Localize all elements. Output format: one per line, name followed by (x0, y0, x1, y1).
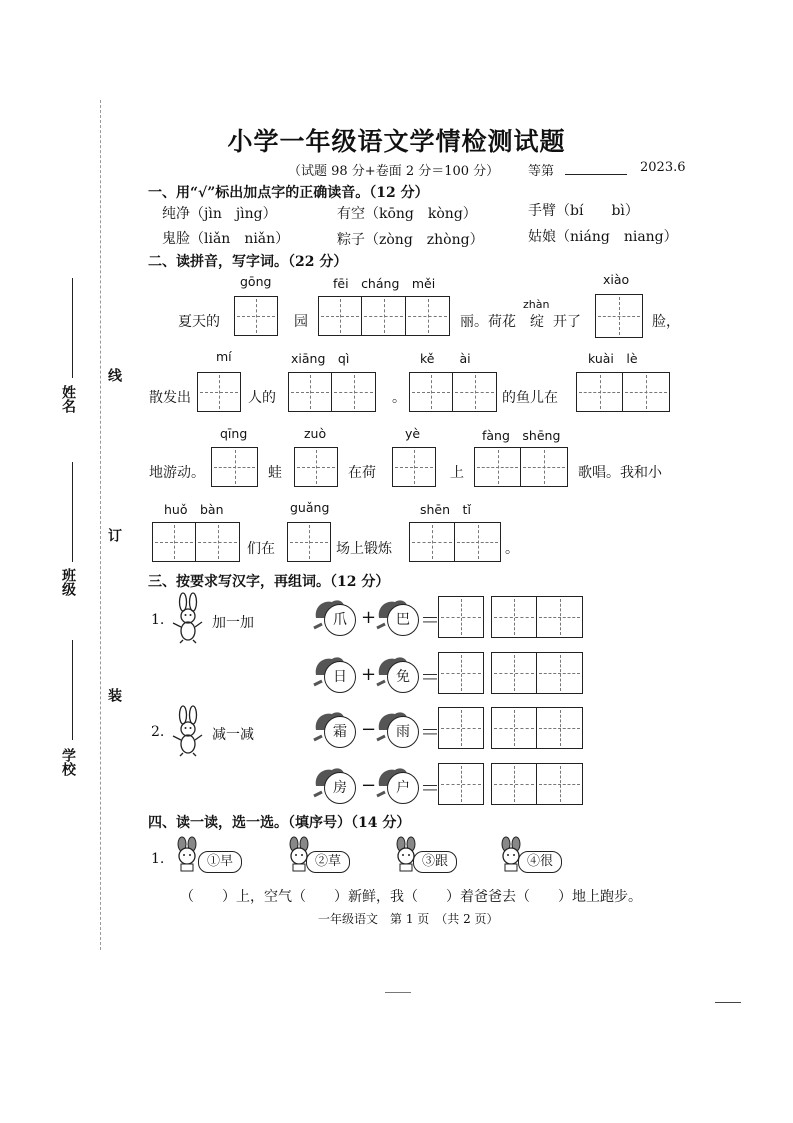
rabbit-icon (170, 592, 206, 644)
pinyin: qīng (220, 426, 248, 441)
operator: + (361, 664, 377, 685)
line-char: 线 (106, 368, 122, 382)
leaf-char (375, 710, 423, 752)
text: 的鱼儿在 (502, 390, 558, 406)
tian-grid[interactable] (438, 707, 484, 749)
grade-label: 等第 (528, 164, 555, 179)
text: 们在 (247, 541, 275, 557)
tian-grid[interactable] (287, 522, 331, 562)
s1-item-6[interactable]: 姑娘（niáng niang） (528, 229, 678, 245)
leaf-char (375, 598, 423, 640)
pinyin: fàng shēng (482, 428, 561, 443)
pinyin: fēi cháng měi (333, 276, 436, 291)
operator: − (361, 719, 377, 740)
text: 绽 (530, 314, 544, 330)
tian-grid[interactable] (491, 596, 583, 638)
operator: − (361, 775, 377, 796)
s1-item-3[interactable]: 手臂（bí bì） (528, 203, 639, 219)
school-blank[interactable] (72, 640, 73, 740)
text: 开了 (553, 314, 581, 330)
text: 脸， (652, 314, 680, 330)
char-circle: 户 (387, 772, 419, 804)
class-blank[interactable] (72, 462, 73, 562)
leaf-char (312, 655, 360, 697)
s1-heading: 一、用“√”标出加点字的正确读音。（12 分） (148, 185, 429, 201)
text: 。 (392, 390, 406, 406)
class-label: 班级 (60, 568, 76, 596)
s1-item-5[interactable]: 粽子（zòng zhòng） (337, 232, 484, 248)
group-label: 加一加 (212, 615, 254, 631)
s3-heading: 三、按要求写汉字，再组词。（12 分） (148, 574, 390, 590)
school-label: 学校 (60, 748, 76, 776)
equals: ＝ (420, 665, 440, 689)
tian-grid[interactable] (318, 296, 450, 336)
text: 人的 (248, 390, 276, 406)
rabbit-icon (172, 836, 202, 872)
pinyin: kuài lè (588, 351, 638, 366)
tian-grid[interactable] (491, 763, 583, 805)
tian-grid[interactable] (491, 707, 583, 749)
text: 上 (450, 465, 464, 481)
scan-mark (715, 1002, 741, 1003)
text: 蛙 (268, 465, 282, 481)
zhuang-char: 装 (106, 688, 122, 702)
pinyin: shēn tǐ (420, 502, 471, 517)
leaf-char (375, 766, 423, 808)
group-number: 2. (151, 724, 165, 740)
text: 地游动。 (149, 465, 205, 481)
group-label: 减一减 (212, 727, 254, 743)
tian-grid[interactable] (576, 372, 670, 412)
tian-grid[interactable] (197, 372, 241, 412)
option-1[interactable]: ①早 (198, 851, 242, 873)
char-circle: 日 (324, 661, 356, 693)
s4-heading: 四、读一读，选一选。（填序号）（14 分） (148, 815, 411, 831)
char-circle: 雨 (387, 716, 419, 748)
fill-sentence[interactable]: （ ）上，空气（ ）新鲜，我（ ）着爸爸去（ ）地上跑步。 (180, 889, 642, 905)
leaf-char (312, 766, 360, 808)
text: 歌唱。我和小 (578, 465, 662, 481)
tian-grid[interactable] (294, 447, 338, 487)
s1-item-1[interactable]: 纯净（jìn jìng） (162, 206, 277, 222)
pinyin: mí (216, 349, 232, 364)
tian-grid[interactable] (438, 652, 484, 694)
leaf-char (312, 598, 360, 640)
char-circle: 霜 (324, 716, 356, 748)
tian-grid[interactable] (474, 447, 568, 487)
tian-grid[interactable] (438, 596, 484, 638)
pinyin: kě ài (420, 351, 471, 366)
text: 丽。荷花 (460, 314, 516, 330)
tian-grid[interactable] (392, 447, 436, 487)
s1-item-2[interactable]: 有空（kōng kòng） (337, 206, 477, 222)
pinyin: xiāng qì (291, 351, 350, 366)
tian-grid[interactable] (409, 372, 497, 412)
tian-grid[interactable] (595, 294, 643, 338)
pinyin: yè (405, 426, 421, 441)
pinyin: zhàn (523, 298, 550, 311)
text: 园 (294, 314, 308, 330)
page-footer: 一年级语文 第 1 页 （共 2 页） (318, 912, 499, 926)
tian-grid[interactable] (491, 652, 583, 694)
option-4[interactable]: ④很 (518, 851, 562, 873)
equals: ＝ (420, 720, 440, 744)
text: 在荷 (348, 465, 376, 481)
tian-grid[interactable] (288, 372, 376, 412)
exam-date: 2023.6 (640, 160, 686, 175)
text: 散发出 (149, 390, 191, 406)
tian-grid[interactable] (211, 447, 258, 487)
operator: + (361, 607, 377, 628)
tian-grid[interactable] (234, 296, 278, 336)
group-number: 1. (151, 612, 165, 628)
name-blank[interactable] (72, 278, 73, 378)
text: 场上锻炼 (336, 541, 392, 557)
pinyin: gōng (240, 274, 272, 289)
pinyin: xiào (603, 272, 630, 287)
pinyin: guǎng (290, 500, 330, 515)
leaf-char (312, 710, 360, 752)
char-circle: 巴 (387, 604, 419, 636)
tian-grid[interactable] (152, 522, 240, 562)
rabbit-icon (170, 705, 206, 757)
leaf-char (375, 655, 423, 697)
pinyin: zuò (304, 426, 327, 441)
tian-grid[interactable] (409, 522, 501, 562)
score-info: （试题 98 分+卷面 2 分＝100 分） (288, 164, 500, 179)
text: 夏天的 (178, 314, 220, 330)
binding-line (100, 100, 101, 950)
question-number: 1. (151, 851, 165, 867)
pinyin: huǒ bàn (164, 502, 224, 517)
text: 。 (505, 541, 519, 557)
char-circle: 房 (324, 772, 356, 804)
s1-item-4[interactable]: 鬼脸（liǎn niǎn） (162, 231, 290, 247)
char-circle: 爪 (324, 604, 356, 636)
grade-blank[interactable] (565, 174, 627, 175)
equals: ＝ (420, 608, 440, 632)
char-circle: 免 (387, 661, 419, 693)
equals: ＝ (420, 776, 440, 800)
scan-mark (385, 992, 411, 993)
option-2[interactable]: ②草 (306, 851, 350, 873)
ding-char: 订 (106, 528, 122, 542)
page-title: 小学一年级语文学情检测试题 (227, 127, 566, 156)
name-label: 姓名 (60, 385, 76, 413)
option-3[interactable]: ③跟 (413, 851, 457, 873)
s2-heading: 二、读拼音，写字词。（22 分） (148, 254, 348, 270)
tian-grid[interactable] (438, 763, 484, 805)
